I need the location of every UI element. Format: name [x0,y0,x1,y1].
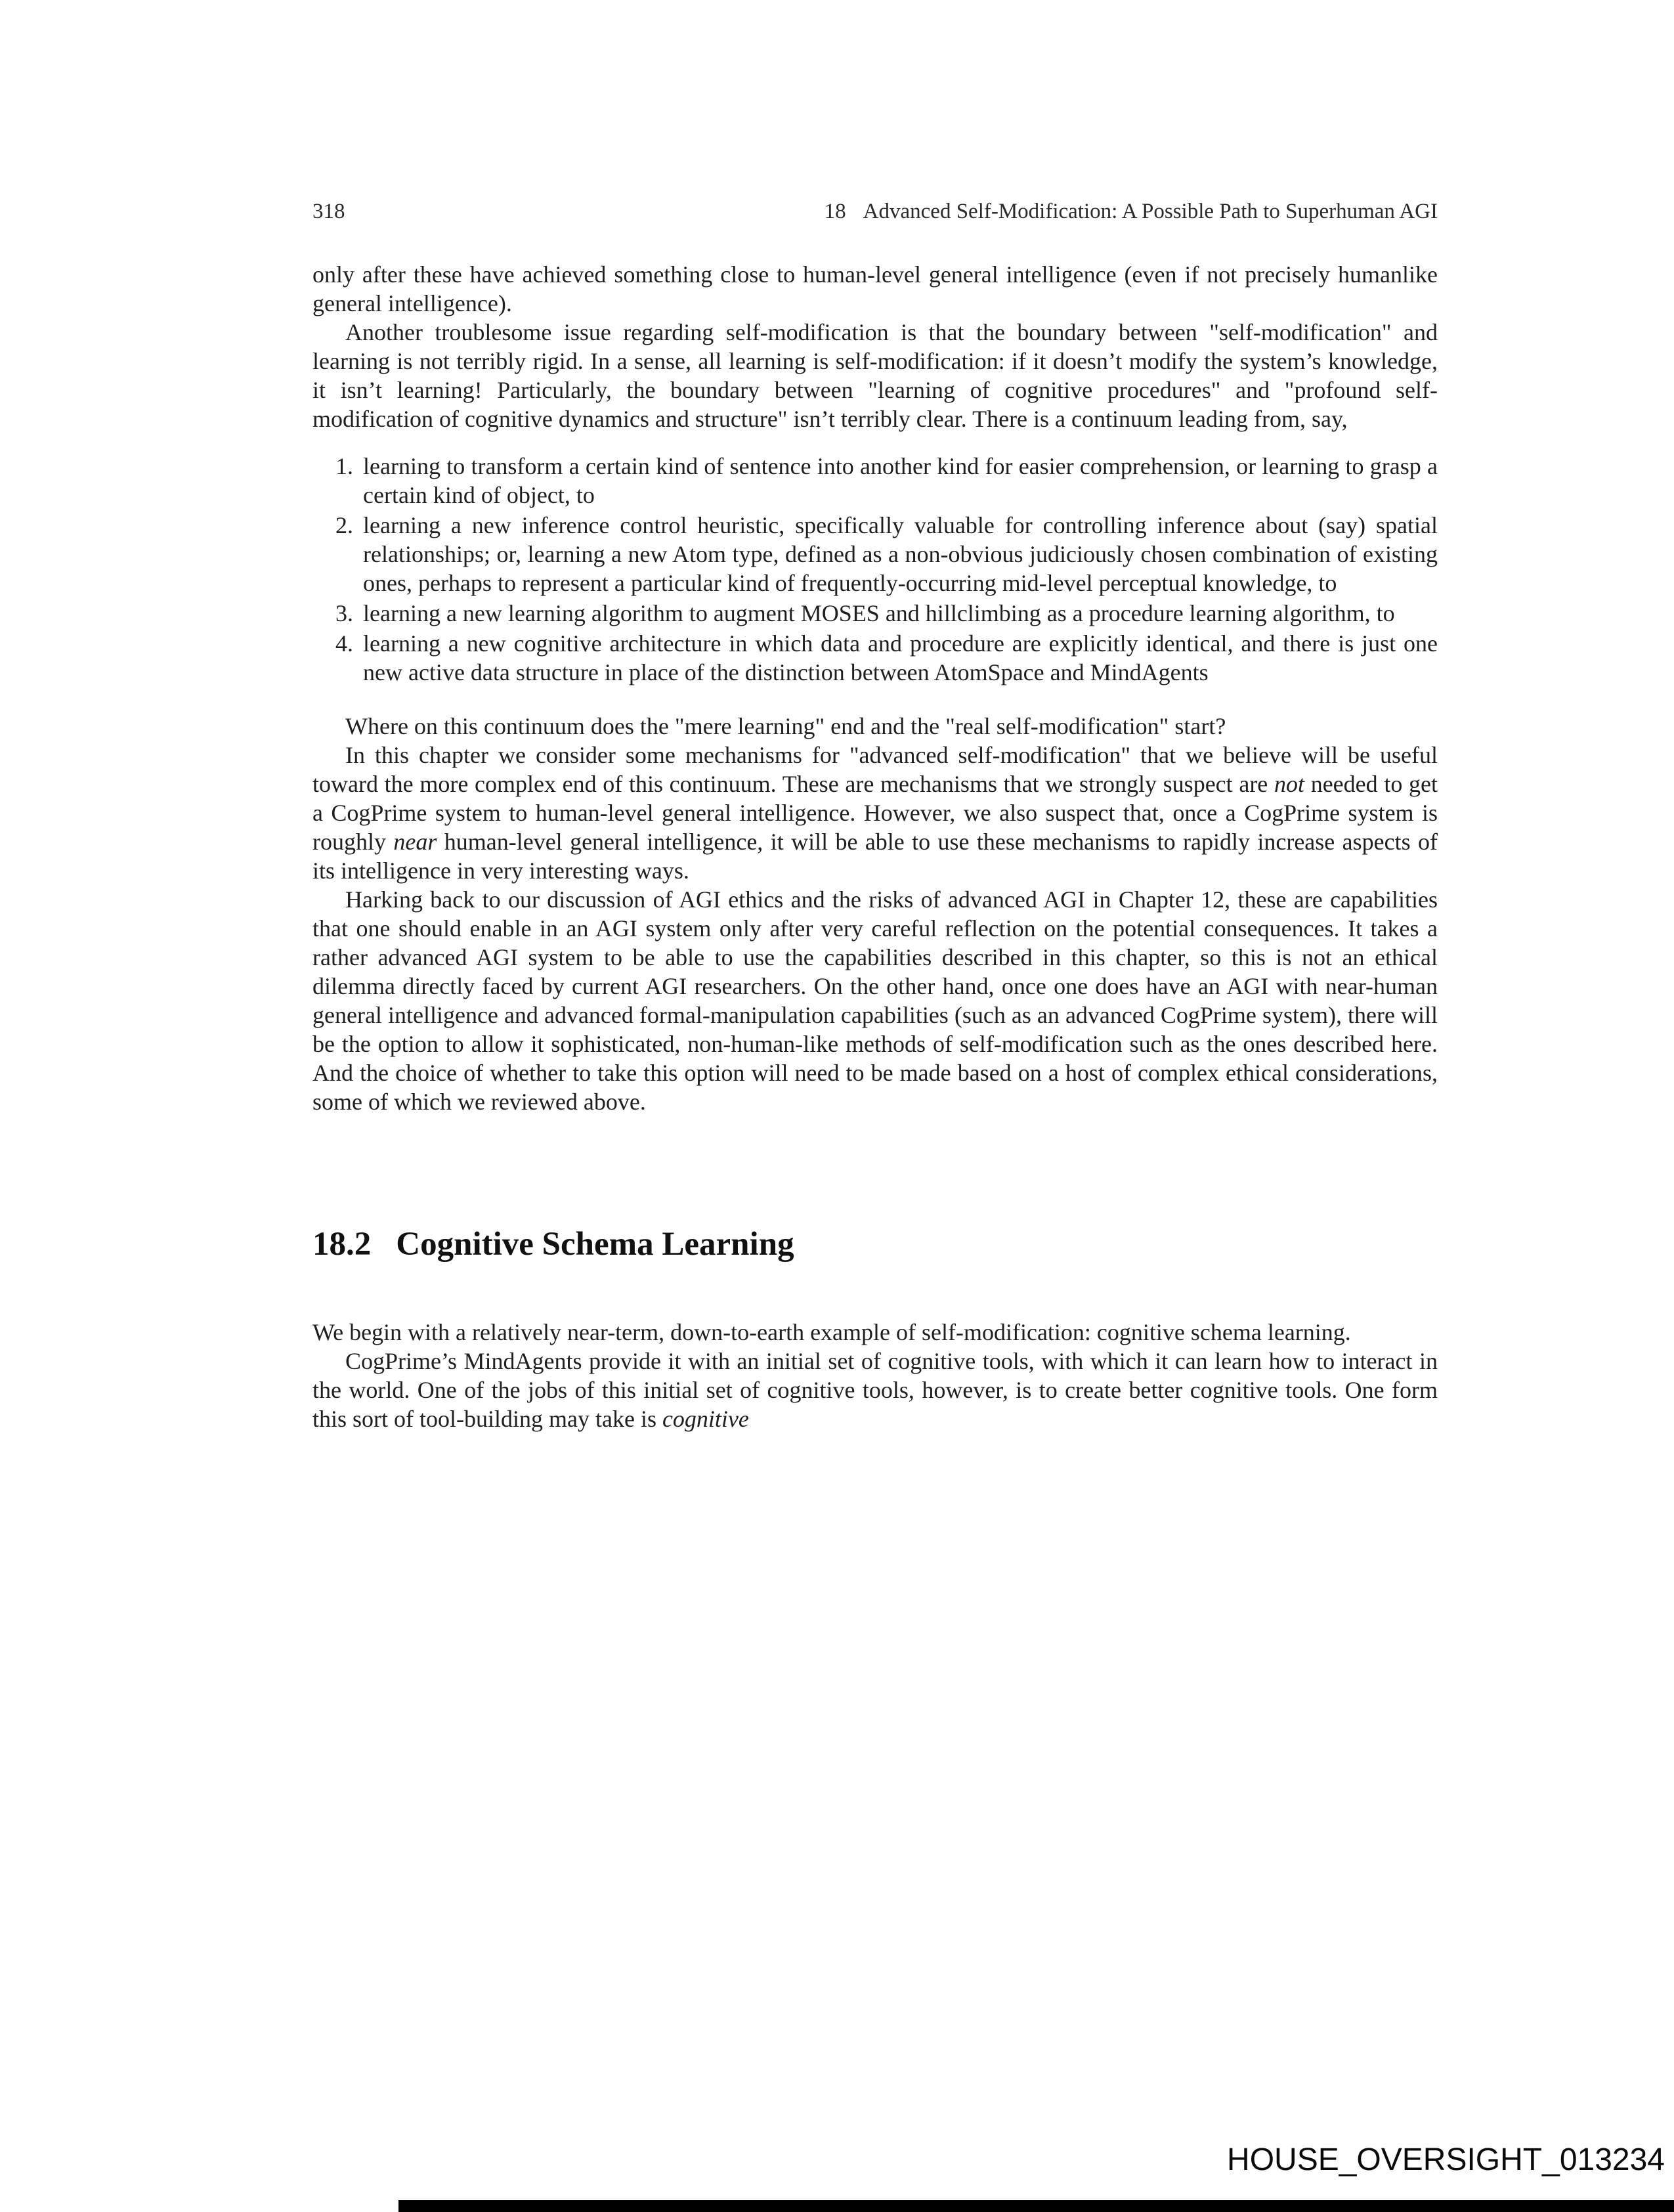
page-number: 318 [312,200,345,223]
list-item [312,629,1438,687]
section-heading [312,1225,1438,1264]
list-item-number: 4. [335,630,353,657]
paragraph: Where on this continuum does the "mere learning" end and the "real self-modification" start? [345,713,1226,739]
list-item-number: 1. [335,453,353,479]
section-number: 18.2 [312,1226,372,1263]
list-item-text: learning a new learning algorithm to augment MOSES and hillclimbing as a procedure learning algorithm, to [363,600,1395,626]
watermark-text: HOUSE_OVERSIGHT_013234 [1227,2142,1665,2177]
paragraph: In this chapter we consider some mechanisms for "advanced self-modification" that we believe will be useful toward the more complex end of this continuum. These are mechanisms that we strongly suspect are not needed to get a CogPrime system to human-level general intelligence. However, we also suspect that, once a CogPrime system is roughly near human-level general intelligence, it will be able to use these mechanisms to rapidly increase aspects of its intelligence in very interesting ways. [312,742,1438,884]
section-title: Cognitive Schema Learning [396,1226,794,1263]
list-item-text: learning a new cognitive architecture in which data and procedure are explicitly identical, and there is just one new active data structure in place of the distinction between AtomSpace and MindAgents [363,630,1438,685]
page-content [312,197,1438,1433]
chapter-title: Advanced Self-Modification: A Possible Path to Superhuman AGI [863,200,1438,223]
paragraph: We begin with a relatively near-term, down-to-earth example of self-modification: cognitive schema learning. [312,1319,1351,1345]
list-item [312,452,1438,510]
list-item-text: learning to transform a certain kind of sentence into another kind for easier comprehension, or learning to grasp a certain kind of object, to [363,453,1438,508]
scan-artifact-bar [398,2200,1674,2212]
list-item [312,511,1438,597]
running-header [312,197,1438,226]
list-item-text: learning a new inference control heuristic, specifically valuable for controlling inference about (say) spatial relationships; or, learning a new Atom type, defined as a non-obvious judiciously chosen combination of existing ones, perhaps to represent a particular kind of frequently-occurring mid-level perceptual knowledge, to [363,512,1438,596]
paragraph: Another troublesome issue regarding self-modification is that the boundary between "self-modification" and learning is not terribly rigid. In a sense, all learning is self-modification: if it doesn’t modify the system’s knowledge, it isn’t learning! Particularly, the boundary between "learning of cognitive procedures" and "profound self-modification of cognitive dynamics and structure" isn’t terribly clear. There is a continuum leading from, say, [312,319,1438,432]
list-item-number: 2. [335,512,353,538]
list-item-number: 3. [335,600,353,626]
chapter-number: 18 [824,200,846,223]
list-item [312,599,1438,628]
paragraph: only after these have achieved something close to human-level general intelligence (even if not precisely humanlike general intelligence). [312,261,1438,316]
paragraph: Harking back to our discussion of AGI ethics and the risks of advanced AGI in Chapter 12, these are capabilities that one should enable in an AGI system only after very careful reflection on the potential consequences. It takes a rather advanced AGI system to be able to use the capabilities described in this chapter, so this is not an ethical dilemma directly faced by current AGI researchers. On the other hand, once one does have an AGI with near-human general intelligence and advanced formal-manipulation capabilities (such as an advanced CogPrime system), there will be the option to allow it sophisticated, non-human-like methods of self-modification such as the ones described here. And the choice of whether to take this option will need to be made based on a host of complex ethical considerations, some of which we reviewed above. [312,886,1438,1115]
running-title [825,197,1438,226]
paragraph: CogPrime’s MindAgents provide it with an initial set of cognitive tools, with which it can learn how to interact in the world. One of the jobs of this initial set of cognitive tools, however, is to create better cognitive tools. One form this sort of tool-building may take is cognitive [312,1348,1438,1432]
numbered-list [312,452,1438,687]
